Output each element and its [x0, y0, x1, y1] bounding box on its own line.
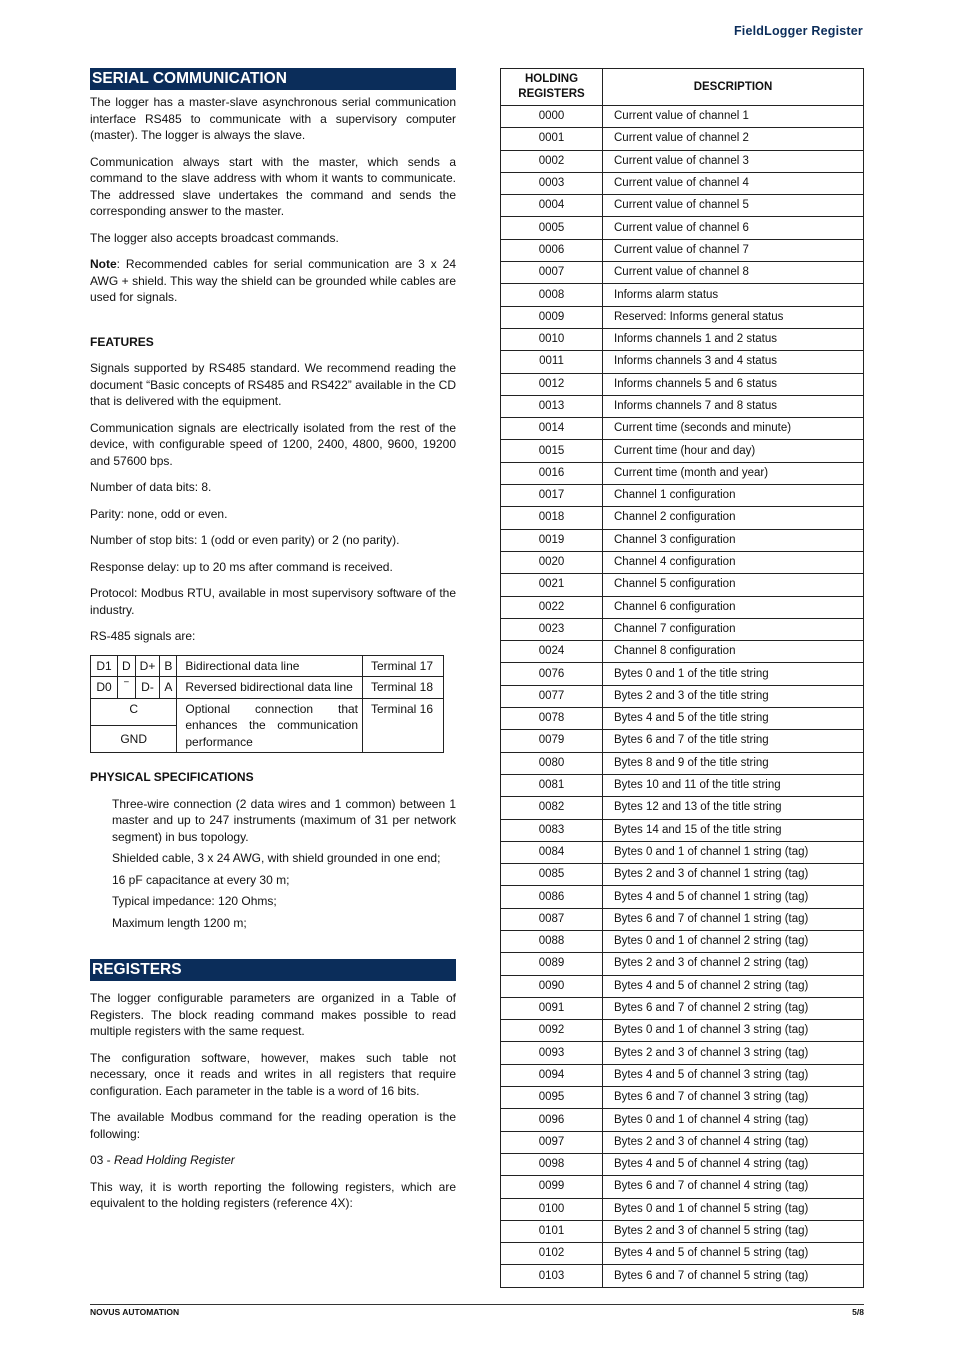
column-header-line: HOLDING [524, 73, 579, 85]
register-description: Current value of channel 8 [603, 262, 864, 284]
register-address: 0013 [501, 395, 603, 417]
features-paragraph-1: Signals supported by RS485 standard. We recommend reading the document “Basic concepts of RS485 and RS422” available in the CD that is delivered with the equipment. [90, 361, 456, 408]
register-address: 0084 [501, 841, 603, 863]
list-item: Typical impedance: 120 Ohms; [112, 894, 277, 908]
table-row [501, 507, 864, 529]
table-row [501, 1064, 864, 1086]
registers-paragraph-1: The logger configurable parameters are organized in a Table of Registers. The block reading command makes possible to read multiple registers with the same request. [90, 991, 456, 1038]
register-address: 0087 [501, 908, 603, 930]
table-cell: A [160, 677, 177, 699]
register-description: Bytes 8 and 9 of the title string [603, 752, 864, 774]
register-description: Informs channels 5 and 6 status [603, 373, 864, 395]
registers-paragraph-3: The available Modbus command for the reading operation is the following: [90, 1110, 456, 1141]
footer-divider [90, 1304, 864, 1305]
register-description: Channel 4 configuration [603, 551, 864, 573]
table-row [501, 618, 864, 640]
serial-paragraph-1: The logger has a master-slave asynchronous serial communication interface RS485 to communicate with a supervisory computer (master). The logger is always the slave. [90, 95, 456, 142]
register-description: Informs alarm status [603, 284, 864, 306]
list-item: 16 pF capacitance at every 30 m; [112, 872, 290, 887]
register-description: Channel 7 configuration [603, 618, 864, 640]
register-description: Channel 5 configuration [603, 574, 864, 596]
register-address: 0096 [501, 1109, 603, 1131]
register-address: 0088 [501, 930, 603, 952]
register-description: Bytes 6 and 7 of channel 3 string (tag) [603, 1087, 864, 1109]
table-cell: D- [135, 677, 160, 699]
register-description: Current time (hour and day) [603, 440, 864, 462]
register-address: 0076 [501, 663, 603, 685]
registers-paragraph-2: The configuration software, however, makes such table not necessary, once it reads and writes in all registers that require configuration. Each parameter in the table is a word of 16 bits. [90, 1050, 456, 1098]
table-row [501, 150, 864, 172]
table-row [501, 195, 864, 217]
register-address: 0091 [501, 997, 603, 1019]
column-header-description: DESCRIPTION [603, 69, 864, 106]
features-protocol: Protocol: Modbus RTU, available in most supervisory software of the industry. [90, 586, 456, 617]
register-description: Current time (month and year) [603, 462, 864, 484]
table-row [501, 284, 864, 306]
register-description: Current value of channel 6 [603, 217, 864, 239]
register-address: 0093 [501, 1042, 603, 1064]
table-cell: GND [91, 725, 177, 752]
table-row [501, 485, 864, 507]
register-description: Current value of channel 4 [603, 172, 864, 194]
register-address: 0100 [501, 1198, 603, 1220]
table-row [501, 641, 864, 663]
register-description: Bytes 2 and 3 of channel 4 string (tag) [603, 1131, 864, 1153]
serial-note [90, 256, 456, 306]
register-description: Bytes 4 and 5 of channel 4 string (tag) [603, 1153, 864, 1175]
register-address: 0094 [501, 1064, 603, 1086]
table-row [501, 1176, 864, 1198]
table-row [501, 975, 864, 997]
table-row [501, 306, 864, 328]
register-description: Bytes 0 and 1 of channel 2 string (tag) [603, 930, 864, 952]
register-description: Bytes 2 and 3 of channel 1 string (tag) [603, 864, 864, 886]
register-address: 0018 [501, 507, 603, 529]
modbus-command [90, 1152, 456, 1169]
register-address: 0001 [501, 128, 603, 150]
register-description: Channel 2 configuration [603, 507, 864, 529]
footer-page-number: 5/8 [852, 1307, 864, 1317]
register-description: Bytes 0 and 1 of channel 3 string (tag) [603, 1020, 864, 1042]
register-description: Current time (seconds and minute) [603, 418, 864, 440]
table-cell: D0 [91, 677, 118, 699]
register-address: 0078 [501, 708, 603, 730]
table-row [501, 172, 864, 194]
list-item: Three-wire connection (2 data wires and 1 common) between 1 master and up to 247 instruments (maximum of 31 per network segment) in bus topology. [112, 796, 456, 844]
serial-paragraph-2: Communication always start with the master, which sends a command to the slave address with whom it wants to communicate. The addressed slave undertakes the command and sends the corresponding answer to the master. [90, 154, 456, 218]
list-item: Maximum length 1200 m; [112, 915, 247, 930]
registers-paragraph-4: This way, it is worth reporting the following registers, which are equivalent to the holding registers (reference 4X): [90, 1179, 456, 1210]
note-label: Note [90, 257, 117, 271]
register-address: 0077 [501, 685, 603, 707]
register-address: 0008 [501, 284, 603, 306]
register-address: 0079 [501, 730, 603, 752]
features-paragraph-2: Communication signals are electrically isolated from the rest of the device, with configurable speed of 1200, 2400, 4800, 9600, 19200 and 57600 bps. [90, 420, 456, 468]
register-description: Channel 6 configuration [603, 596, 864, 618]
table-row [501, 841, 864, 863]
table-row [91, 677, 444, 699]
table-row [91, 655, 444, 677]
table-cell: Reversed bidirectional data line [177, 677, 363, 699]
table-cell: Bidirectional data line [177, 655, 363, 677]
table-row [501, 797, 864, 819]
register-description: Bytes 0 and 1 of channel 5 string (tag) [603, 1198, 864, 1220]
register-description: Bytes 2 and 3 of the title string [603, 685, 864, 707]
register-description: Bytes 2 and 3 of channel 5 string (tag) [603, 1220, 864, 1242]
table-row [501, 953, 864, 975]
features-stop-bits: Number of stop bits: 1 (odd or even parity) or 2 (no parity). [90, 533, 400, 547]
table-row [501, 997, 864, 1019]
document-header-title: FieldLogger Register [733, 24, 863, 38]
register-address: 0011 [501, 351, 603, 373]
register-address: 0020 [501, 551, 603, 573]
table-row [501, 551, 864, 573]
register-description: Bytes 0 and 1 of the title string [603, 663, 864, 685]
holding-registers-table [500, 68, 864, 1288]
table-row [501, 908, 864, 930]
physical-specifications-heading: PHYSICAL SPECIFICATIONS [90, 770, 254, 784]
register-address: 0103 [501, 1265, 603, 1287]
table-row [501, 1265, 864, 1287]
register-description: Current value of channel 3 [603, 150, 864, 172]
register-description: Channel 8 configuration [603, 641, 864, 663]
table-row [501, 395, 864, 417]
table-row [501, 774, 864, 796]
register-address: 0005 [501, 217, 603, 239]
table-row [501, 685, 864, 707]
rs485-signals-table [90, 655, 444, 754]
table-row [501, 930, 864, 952]
register-address: 0080 [501, 752, 603, 774]
table-row [501, 886, 864, 908]
register-description: Current value of channel 2 [603, 128, 864, 150]
list-item: Shielded cable, 3 x 24 AWG, with shield grounded in one end; [112, 851, 441, 865]
register-description: Bytes 6 and 7 of channel 1 string (tag) [603, 908, 864, 930]
table-cell: C [91, 698, 177, 725]
register-address: 0083 [501, 819, 603, 841]
table-row [501, 1220, 864, 1242]
register-description: Bytes 6 and 7 of the title string [603, 730, 864, 752]
table-row [501, 239, 864, 261]
table-cell: Terminal 18 [363, 677, 444, 699]
command-name: Read Holding Register [114, 1153, 235, 1167]
note-text: : Recommended cables for serial communication are 3 x 24 AWG + shield. This way the shield can be grounded while cables are used for signals. [90, 257, 456, 304]
register-address: 0009 [501, 306, 603, 328]
register-address: 0102 [501, 1243, 603, 1265]
table-row [501, 217, 864, 239]
register-address: 0097 [501, 1131, 603, 1153]
features-data-bits: Number of data bits: 8. [90, 480, 212, 494]
table-row [501, 1042, 864, 1064]
serial-paragraph-3: The logger also accepts broadcast commands. [90, 230, 339, 245]
table-row [501, 730, 864, 752]
features-rs485-intro: RS-485 signals are: [90, 629, 196, 643]
register-address: 0090 [501, 975, 603, 997]
register-description: Bytes 4 and 5 of channel 1 string (tag) [603, 886, 864, 908]
left-column [90, 68, 456, 1222]
table-row [501, 819, 864, 841]
table-cell: D+ [135, 655, 160, 677]
table-row [501, 708, 864, 730]
table-header-row [501, 69, 864, 106]
register-description: Bytes 2 and 3 of channel 3 string (tag) [603, 1042, 864, 1064]
register-address: 0081 [501, 774, 603, 796]
table-row [91, 698, 444, 725]
register-address: 0085 [501, 864, 603, 886]
register-description: Bytes 4 and 5 of channel 2 string (tag) [603, 975, 864, 997]
register-description: Bytes 12 and 13 of the title string [603, 797, 864, 819]
register-address: 0016 [501, 462, 603, 484]
register-description: Informs channels 1 and 2 status [603, 328, 864, 350]
table-cell: D [118, 655, 136, 677]
table-row [501, 106, 864, 128]
register-description: Current value of channel 7 [603, 239, 864, 261]
register-address: 0021 [501, 574, 603, 596]
table-row [501, 373, 864, 395]
register-description: Bytes 0 and 1 of channel 1 string (tag) [603, 841, 864, 863]
table-cell: Optional connection that enhances the communication performance [177, 698, 363, 753]
registers-table-body [501, 106, 864, 1288]
register-description: Informs channels 3 and 4 status [603, 351, 864, 373]
table-row [501, 262, 864, 284]
register-description: Bytes 4 and 5 of the title string [603, 708, 864, 730]
register-address: 0007 [501, 262, 603, 284]
register-address: 0003 [501, 172, 603, 194]
register-description: Bytes 6 and 7 of channel 4 string (tag) [603, 1176, 864, 1198]
register-description: Bytes 2 and 3 of channel 2 string (tag) [603, 953, 864, 975]
register-description: Current value of channel 1 [603, 106, 864, 128]
register-description: Bytes 14 and 15 of the title string [603, 819, 864, 841]
register-description: Bytes 6 and 7 of channel 2 string (tag) [603, 997, 864, 1019]
table-row [501, 128, 864, 150]
command-number: 03 - [90, 1153, 115, 1167]
register-description: Informs channels 7 and 8 status [603, 395, 864, 417]
table-cell: B [160, 655, 177, 677]
table-row [501, 1020, 864, 1042]
table-row [501, 440, 864, 462]
table-row [501, 663, 864, 685]
table-row [501, 1109, 864, 1131]
register-address: 0015 [501, 440, 603, 462]
table-row [501, 462, 864, 484]
register-address: 0024 [501, 641, 603, 663]
register-address: 0082 [501, 797, 603, 819]
column-header-holding-registers [501, 69, 603, 106]
table-cell: Terminal 16 [363, 698, 444, 753]
register-description: Current value of channel 5 [603, 195, 864, 217]
register-description: Bytes 4 and 5 of channel 5 string (tag) [603, 1243, 864, 1265]
table-cell: Terminal 17 [363, 655, 444, 677]
table-row [501, 1087, 864, 1109]
table-row [501, 596, 864, 618]
register-address: 0101 [501, 1220, 603, 1242]
register-address: 0002 [501, 150, 603, 172]
register-address: 0098 [501, 1153, 603, 1175]
register-address: 0019 [501, 529, 603, 551]
register-address: 0086 [501, 886, 603, 908]
register-address: 0010 [501, 328, 603, 350]
table-row [501, 752, 864, 774]
registers-heading: REGISTERS [90, 959, 456, 981]
table-row [501, 1243, 864, 1265]
table-row [501, 418, 864, 440]
register-description: Bytes 0 and 1 of channel 4 string (tag) [603, 1109, 864, 1131]
table-row [501, 529, 864, 551]
table-row [501, 864, 864, 886]
register-description: Bytes 6 and 7 of channel 5 string (tag) [603, 1265, 864, 1287]
register-address: 0092 [501, 1020, 603, 1042]
register-address: 0014 [501, 418, 603, 440]
column-header-line: REGISTERS [518, 88, 585, 100]
register-address: 0012 [501, 373, 603, 395]
table-row [501, 1131, 864, 1153]
register-address: 0006 [501, 239, 603, 261]
table-row [501, 1153, 864, 1175]
register-address: 0023 [501, 618, 603, 640]
register-address: 0017 [501, 485, 603, 507]
table-row [501, 1198, 864, 1220]
register-address: 0022 [501, 596, 603, 618]
table-row [501, 574, 864, 596]
physical-specifications-list [112, 796, 456, 932]
register-address: 0000 [501, 106, 603, 128]
register-address: 0089 [501, 953, 603, 975]
table-row [501, 328, 864, 350]
register-description: Channel 1 configuration [603, 485, 864, 507]
register-description: Bytes 4 and 5 of channel 3 string (tag) [603, 1064, 864, 1086]
features-heading: FEATURES [90, 334, 154, 349]
register-description: Reserved: Informs general status [603, 306, 864, 328]
register-address: 0099 [501, 1176, 603, 1198]
features-parity: Parity: none, odd or even. [90, 506, 228, 521]
register-address: 0095 [501, 1087, 603, 1109]
table-cell: ‾ [118, 677, 136, 699]
register-description: Bytes 10 and 11 of the title string [603, 774, 864, 796]
serial-communication-heading: SERIAL COMMUNICATION [90, 68, 456, 90]
table-cell: D1 [91, 655, 118, 677]
features-response-delay: Response delay: up to 20 ms after command is received. [90, 559, 393, 574]
register-address: 0004 [501, 195, 603, 217]
table-row [501, 351, 864, 373]
footer-company: NOVUS AUTOMATION [90, 1307, 180, 1317]
register-description: Channel 3 configuration [603, 529, 864, 551]
